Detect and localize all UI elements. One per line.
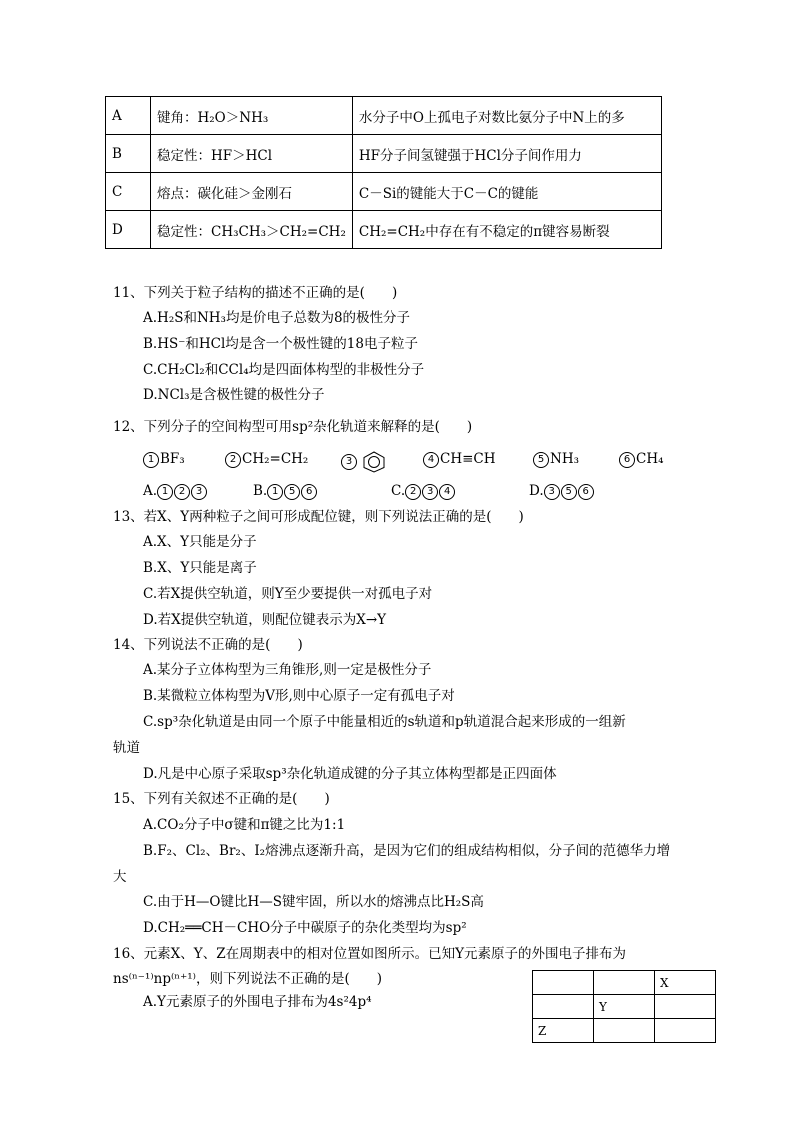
question-13-stem: 13、若X、Y两种粒子之间可形成配位键，则下列说法正确的是( ) (113, 509, 524, 525)
circled-number: 2 (225, 452, 241, 468)
molecule-item (341, 451, 386, 473)
grid-cell: Z (533, 1019, 594, 1043)
circled-number: 3 (341, 454, 357, 470)
row-label: A (106, 97, 151, 135)
circled-number: 1 (267, 484, 283, 500)
circled-number: 6 (301, 484, 317, 500)
answer-choice-b (253, 483, 318, 500)
question-15-option-a: A.CO₂分子中σ键和π键之比为1:1 (143, 817, 346, 833)
question-12-answers (143, 483, 703, 503)
question-14-option-a: A.某分子立体构型为三角锥形,则一定是极性分子 (143, 662, 432, 678)
grid-cell (533, 995, 594, 1019)
row-label: C (106, 173, 151, 211)
molecule-formula: CH≡CH (440, 451, 496, 467)
circled-number: 1 (143, 452, 159, 468)
answer-letter: D. (529, 483, 544, 499)
row-claim: 稳定性：CH₃CH₃＞CH₂=CH₂ (151, 211, 353, 249)
periodic-table-grid (532, 970, 716, 1043)
question-14-option-d: D.凡是中心原子采取sp³杂化轨道成键的分子其立体构型都是正四面体 (143, 766, 557, 782)
comparison-table (105, 96, 662, 249)
circled-number: 3 (544, 484, 560, 500)
row-reason: C－Si的键能大于C－C的键能 (352, 173, 661, 211)
row-reason: HF分子间氢键强于HCl分子间作用力 (352, 135, 661, 173)
grid-cell (533, 971, 594, 995)
molecule-item (619, 451, 664, 468)
table-row (106, 211, 662, 249)
answer-letter: A. (143, 483, 158, 499)
row-label: B (106, 135, 151, 173)
benzene-ring-icon (362, 451, 386, 473)
question-15-option-d: D.CH₂══CH－CHO分子中碳原子的杂化类型均为sp² (143, 920, 467, 936)
question-13-option-b: B.X、Y只能是离子 (143, 560, 257, 576)
circled-number: 1 (157, 484, 173, 500)
question-11-stem: 11、下列关于粒子结构的描述不正确的是( ) (113, 285, 398, 301)
question-13-option-a: A.X、Y只能是分子 (143, 534, 257, 550)
question-14-option-c: C.sp³杂化轨道是由同一个原子中能量相近的s轨道和p轨道混合起来形成的一组新 (143, 714, 626, 730)
grid-row (533, 971, 716, 995)
row-claim: 熔点：碳化硅＞金刚石 (151, 173, 353, 211)
grid-row (533, 995, 716, 1019)
answer-choice-d (529, 483, 595, 500)
circled-number: 3 (422, 484, 438, 500)
circled-number: 4 (439, 484, 455, 500)
grid-cell (655, 1019, 716, 1043)
circled-number: 5 (561, 484, 577, 500)
answer-letter: C. (391, 483, 406, 499)
row-reason: CH₂=CH₂中存在有不稳定的π键容易断裂 (352, 211, 661, 249)
row-label: D (106, 211, 151, 249)
question-12-molecule-list (143, 451, 703, 471)
answer-choice-a (143, 483, 208, 500)
question-12-stem: 12、下列分子的空间构型可用sp²杂化轨道来解释的是( ) (113, 419, 473, 435)
question-16-stem-continued: ns⁽ⁿ⁻¹⁾np⁽ⁿ⁺¹⁾，则下列说法不正确的是( ) (113, 971, 383, 987)
grid-cell (594, 971, 655, 995)
molecule-formula: BF₃ (160, 451, 185, 467)
question-15-option-b: B.F₂、Cl₂、Br₂、I₂熔沸点逐渐升高，是因为它们的组成结构相似，分子间的范德华力增 (143, 843, 671, 859)
circled-number: 6 (619, 452, 635, 468)
molecule-item (423, 451, 496, 468)
row-claim: 稳定性：HF＞HCl (151, 135, 353, 173)
grid-row (533, 1019, 716, 1043)
circled-number: 5 (284, 484, 300, 500)
question-16-option-a: A.Y元素原子的外围电子排布为4s²4p⁴ (143, 994, 372, 1010)
question-16-stem: 16、元素X、Y、Z在周期表中的相对位置如图所示。已知Y元素原子的外围电子排布为 (113, 946, 626, 962)
question-13-option-d: D.若X提供空轨道，则配位键表示为X→Y (143, 612, 387, 628)
question-15-option-c: C.由于H—O键比H—S键牢固，所以水的熔沸点比H₂S高 (143, 894, 484, 910)
answer-letter: B. (253, 483, 268, 499)
molecule-formula: NH₃ (550, 451, 579, 467)
table-row (106, 135, 662, 173)
circled-number: 2 (405, 484, 421, 500)
grid-cell (655, 995, 716, 1019)
grid-cell: X (655, 971, 716, 995)
molecule-item (533, 451, 579, 468)
circled-number: 4 (423, 452, 439, 468)
circled-number: 6 (578, 484, 594, 500)
molecule-item (143, 451, 185, 468)
molecule-formula: CH₂=CH₂ (242, 451, 309, 467)
molecule-formula: CH₄ (636, 451, 664, 467)
circled-number: 5 (533, 452, 549, 468)
question-15-stem: 15、下列有关叙述不正确的是( ) (113, 791, 330, 807)
question-15-option-b-wrap: 大 (113, 869, 127, 885)
question-11-option-a: A.H₂S和NH₃均是价电子总数为8的极性分子 (143, 310, 411, 326)
row-reason: 水分子中O上孤电子对数比氨分子中N上的多 (352, 97, 661, 135)
circled-number: 3 (191, 484, 207, 500)
row-claim: 键角：H₂O＞NH₃ (151, 97, 353, 135)
grid-cell: Y (594, 995, 655, 1019)
grid-cell (594, 1019, 655, 1043)
question-14-option-b: B.某微粒立体构型为V形,则中心原子一定有孤电子对 (143, 688, 455, 704)
table-row (106, 173, 662, 211)
answer-choice-c (391, 483, 456, 500)
table-row (106, 97, 662, 135)
circled-number: 2 (174, 484, 190, 500)
question-14-stem: 14、下列说法不正确的是( ) (113, 637, 303, 653)
molecule-item (225, 451, 308, 468)
question-13-option-c: C.若X提供空轨道，则Y至少要提供一对孤电子对 (143, 586, 433, 602)
question-11-option-d: D.NCl₃是含极性键的极性分子 (143, 387, 325, 403)
question-14-option-c-wrap: 轨道 (113, 740, 140, 756)
question-11-option-b: B.HS⁻和HCl均是含一个极性键的18电子粒子 (143, 336, 418, 352)
question-11-option-c: C.CH₂Cl₂和CCl₄均是四面体构型的非极性分子 (143, 362, 425, 378)
